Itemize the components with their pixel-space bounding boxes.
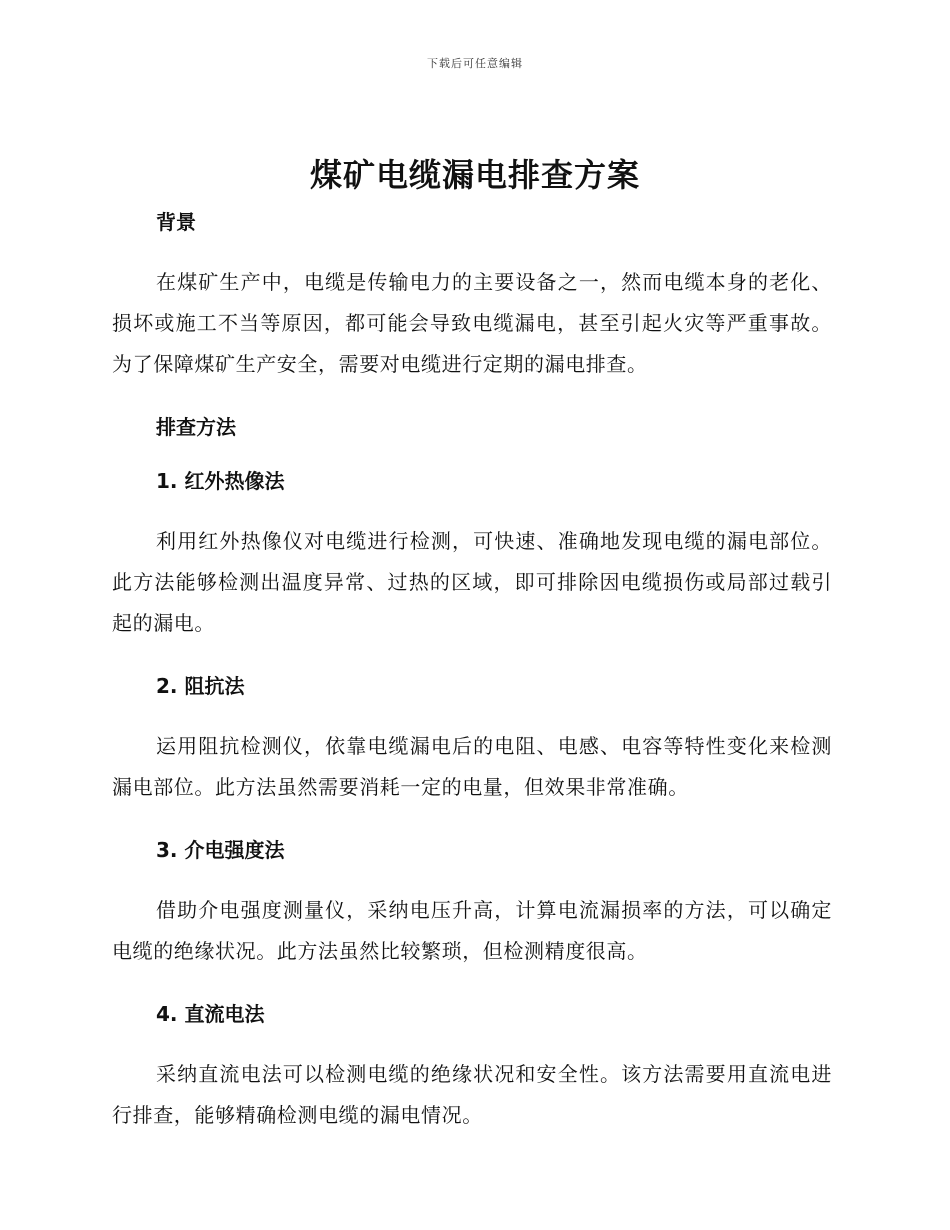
section-heading-methods: 排查方法 [156,415,236,439]
section-heading-background: 背景 [156,210,196,234]
document-title: 煤矿电缆漏电排查方案 [309,156,640,194]
document-body [112,208,832,1136]
method-heading-infrared: 1. 红外热像法 [156,469,285,493]
method-heading-impedance: 2. 阻抗法 [156,674,245,698]
paragraph-background: 在煤矿生产中，电缆是传输电力的主要设备之一，然而电缆本身的老化、损坏或施工不当等原因，都可能会导致电缆漏电，甚至引起火灾等严重事故。为了保障煤矿生产安全，需要对电缆进行定期的漏电排查。 [112,270,832,376]
method-heading-dielectric: 3. 介电强度法 [156,838,285,862]
paragraph-dc: 采纳直流电法可以检测电缆的绝缘状况和安全性。该方法需要用直流电进行排查，能够精确检测电缆的漏电情况。 [112,1062,832,1127]
paragraph-infrared: 利用红外热像仪对电缆进行检测，可快速、准确地发现电缆的漏电部位。此方法能够检测出温度异常、过热的区域，即可排除因电缆损伤或局部过载引起的漏电。 [112,529,832,635]
method-heading-dc: 4. 直流电法 [156,1002,265,1026]
paragraph-impedance: 运用阻抗检测仪，依靠电缆漏电后的电阻、电感、电容等特性变化来检测漏电部位。此方法虽然需要消耗一定的电量，但效果非常准确。 [112,734,832,799]
header-note: 下载后可任意编辑 [427,57,523,70]
paragraph-dielectric: 借助介电强度测量仪，采纳电压升高，计算电流漏损率的方法，可以确定电缆的绝缘状况。此方法虽然比较繁琐，但检测精度很高。 [112,898,832,963]
